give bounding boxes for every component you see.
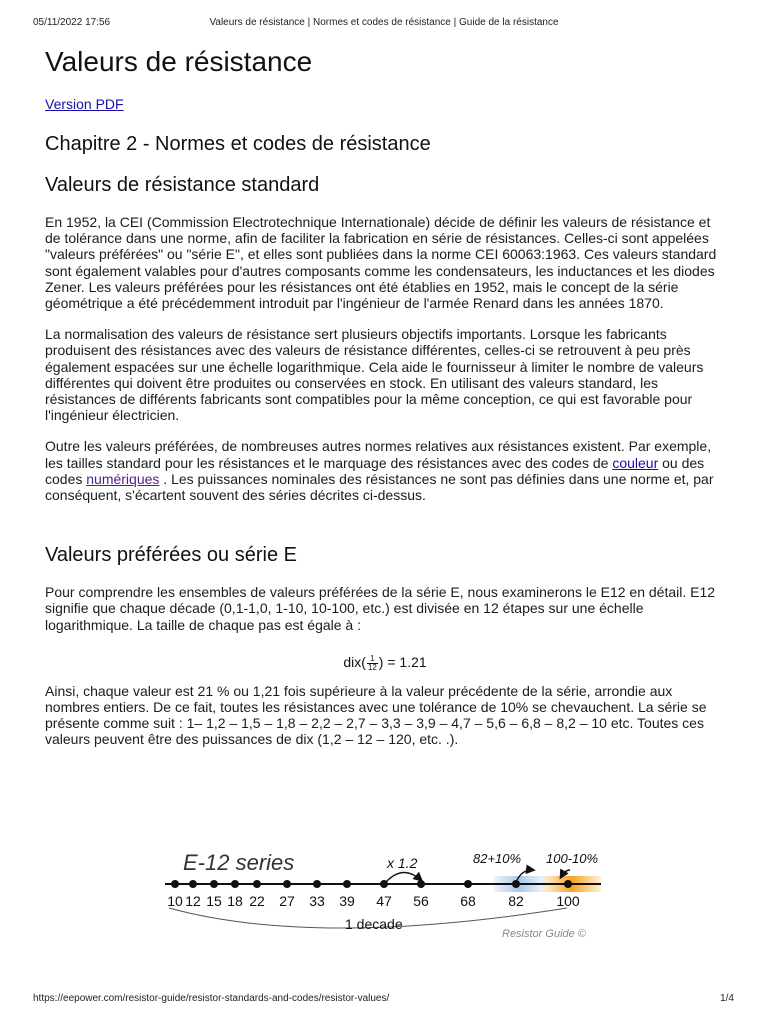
- scale-value-label: 18: [227, 893, 243, 909]
- credit-label: Resistor Guide ©: [502, 928, 586, 940]
- print-url: https://eepower.com/resistor-guide/resistor-standards-and-codes/resistor-values/: [33, 993, 390, 1004]
- section-heading-e-series: Valeurs préférées ou série E: [45, 544, 297, 567]
- scale-point: [343, 880, 351, 888]
- print-title: Valeurs de résistance | Normes et codes de résistance | Guide de la résistance: [209, 17, 559, 28]
- decade-label: 1 decade: [345, 916, 403, 932]
- step-formula: dix( $\frac{1}{12}$ ) = 1.21: [343, 653, 427, 672]
- scale-point: [210, 880, 218, 888]
- print-page-number: 1/4: [720, 993, 734, 1004]
- paragraph-history: En 1952, la CEI (Commission Electrotechnique Internationale) décide de définir les valeurs de résistance et de tolérance dans une norme, afin de faciliter la fabrication en série de résistances. Celles-ci sont appelées "valeurs préférées" ou "série E", et elles sont publiées dans la norme CEI 60063:1963. Ces valeurs standard sont également valables pour d'autres composants comme les condensateurs, les inductances et les diodes Zener. Les valeurs préférées pour les résistances ont été établies en 1952, mais le concept de la série géométrique a été précédemment introduit par l'ingénieur de l'armée Renard dans les années 1870.: [45, 214, 717, 312]
- paragraph-text: Outre les valeurs préférées, de nombreuses autres normes relatives aux résistances existent. Par exemple, les tailles standard pour les résistances et le marquage des résistances avec des codes de: [45, 438, 712, 471]
- multiplier-label: x 1.2: [387, 855, 418, 871]
- minus-arrow: [561, 870, 570, 877]
- plus-tolerance-label: 82+10%: [473, 851, 522, 866]
- section-heading-standard-values: Valeurs de résistance standard: [45, 174, 320, 196]
- scale-value-label: 47: [376, 893, 392, 909]
- scale-value-label: 100: [556, 893, 580, 909]
- diagram-title: E-12 series: [183, 850, 295, 875]
- multiplier-arrow: [386, 872, 421, 882]
- pdf-version-link[interactable]: Version PDF: [45, 96, 124, 112]
- page-title: Valeurs de résistance: [45, 46, 313, 77]
- formula-fraction: [367, 655, 378, 672]
- formula-denominator: 12: [367, 662, 377, 672]
- scale-value-label: 82: [508, 893, 524, 909]
- scale-point: [189, 880, 197, 888]
- scale-point: [380, 880, 388, 888]
- paragraph-e12-intro: Pour comprendre les ensembles de valeurs préférées de la série E, nous examinerons le E12 en détail. E12 signifie que chaque décade (0,1-1,0, 1-10, 10-100, etc.) est divisée en 12 étapes sur une échelle logarithmique. La taille de chaque pas est égale à :: [45, 584, 716, 633]
- chapter-heading: Chapitre 2 - Normes et codes de résistance: [45, 133, 431, 155]
- scale-value-label: 39: [339, 893, 355, 909]
- formula-result: = 1.21: [383, 653, 427, 670]
- paragraph-normalisation: La normalisation des valeurs de résistance sert plusieurs objectifs importants. Lorsque les fabricants produisent des résistances avec des valeurs de résistance différentes, celles-ci se retrouvent à peu près également espacées sur une échelle logarithmique. Cela aide le fournisseur à limiter le nombre de valeurs différentes qui doivent être produites ou conservées en stock. En utilisant des valeurs standard, les résistances de différents fabricants sont compatibles pour la même conception, ce qui est favorable pour l'ingénieur électricien.: [45, 326, 704, 424]
- scale-value-label: 68: [460, 893, 476, 909]
- paragraph-other-standards: [45, 438, 725, 503]
- numeric-code-link[interactable]: numériques: [86, 470, 160, 487]
- formula-numerator: 1: [367, 655, 378, 664]
- scale-point: [283, 880, 291, 888]
- scale-point: [512, 880, 520, 888]
- e12-series-diagram: [155, 842, 615, 947]
- scale-value-label: 56: [413, 893, 429, 909]
- scale-point: [171, 880, 179, 888]
- minus-tolerance-label: 100-10%: [546, 851, 599, 866]
- article: [45, 40, 725, 748]
- scale-value-label: 12: [185, 893, 201, 909]
- paragraph-text: . Les puissances nominales des résistances ne sont pas définies dans une norme et, par conséquent, s'écartent souvent des séries décrites ci-dessus.: [45, 470, 714, 504]
- formula-prefix: dix: [343, 653, 362, 670]
- scale-point: [253, 880, 261, 888]
- paragraph-text: ou des codes: [45, 454, 705, 487]
- scale-value-label: 27: [279, 893, 295, 909]
- scale-point: [231, 880, 239, 888]
- scale-point: [564, 880, 572, 888]
- color-code-link[interactable]: couleur: [612, 454, 659, 471]
- scale-value-label: 33: [309, 893, 325, 909]
- scale-point: [313, 880, 321, 888]
- print-date: 05/11/2022 17:56: [33, 17, 111, 28]
- scale-value-label: 10: [167, 893, 183, 909]
- scale-value-label: 15: [206, 893, 222, 909]
- scale-point: [417, 880, 425, 888]
- paragraph-e12-series: Ainsi, chaque valeur est 21 % ou 1,21 fois supérieure à la valeur précédente de la série, arrondie aux nombres entiers. De ce fait, toutes les résistances avec une tolérance de 10% se chevauchent. La série se présente comme suit : 1– 1,2 – 1,5 – 1,8 – 2,2 – 2,7 – 3,3 – 3,9 – 4,7 – 5,6 – 6,8 – 8,2 – 10 etc. Toutes ces valeurs peuvent être des puissances de dix (1,2 – 12 – 120, etc. .).: [45, 682, 707, 748]
- scale-value-label: 22: [249, 893, 265, 909]
- scale-point: [464, 880, 472, 888]
